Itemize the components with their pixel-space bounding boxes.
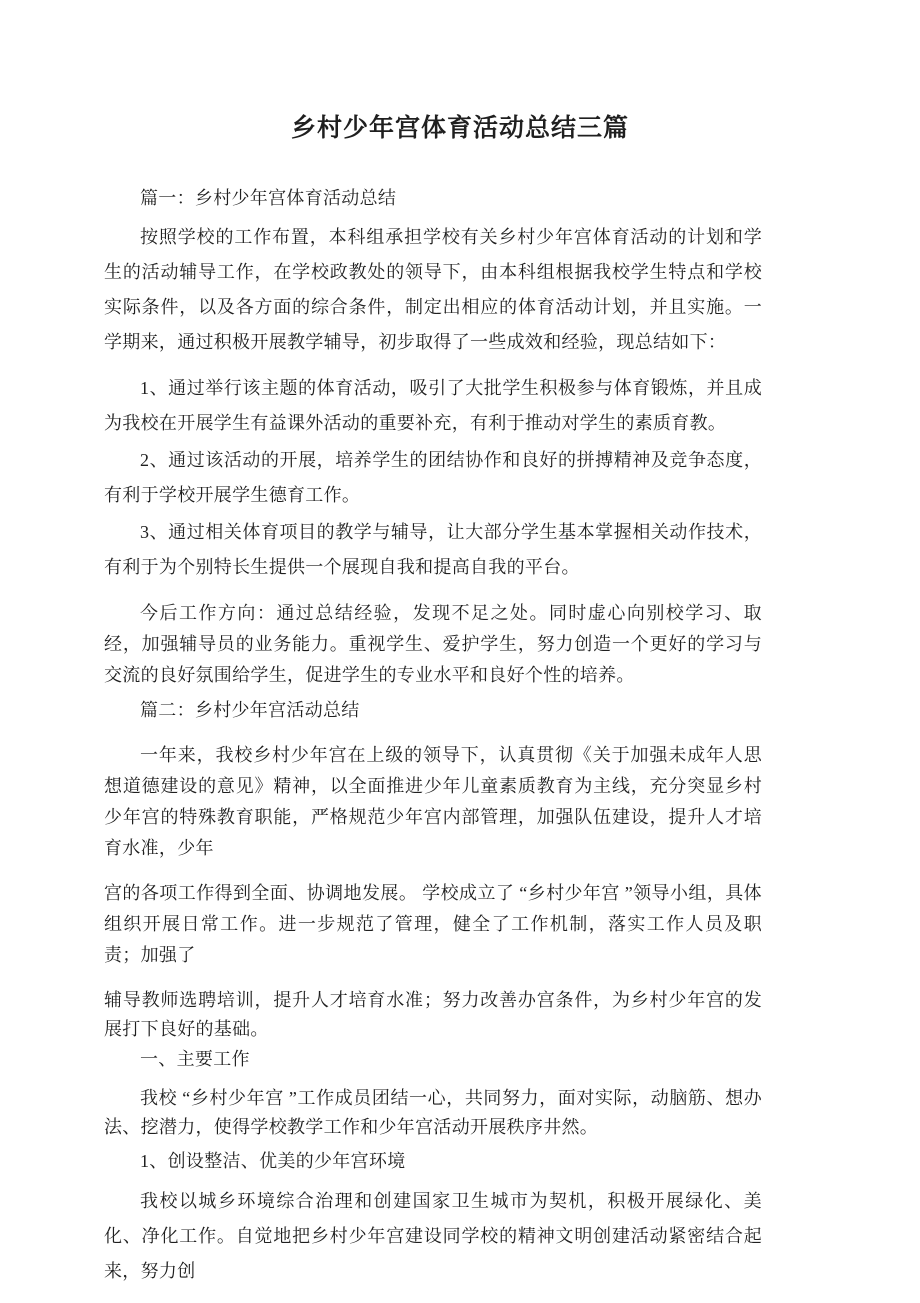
paragraph-point-1: 1、通过举行该主题的体育活动，吸引了大批学生积极参与体育锻炼，并且成为我校在开展学生有益课外活动的重要补充，有利于推动对学生的素质育教。 [104,378,762,433]
paragraph-future-direction: 今后工作方向：通过总结经验，发现不足之处。同时虚心向别校学习、取经，加强辅导员的业务能力。重视学生、爱护学生，努力创造一个更好的学习与交流的良好氛围给学生，促进学生的专业水平和良好个性的培养。 [104,603,762,685]
paragraph-environment-work: 我校以城乡环境综合治理和创建国家卫生城市为契机，积极开展绿化、美化、净化工作。自觉地把乡村少年宫建设同学校的精神文明创建活动紧密结合起来，努力创 [104,1191,762,1281]
paragraph-year-summary-continuation-2: 辅导教师选聘培训，提升人才培育水准；努力改善办宫条件，为乡村少年宫的发展打下良好的基础。 [104,990,762,1039]
sub-heading-environment: 1、创设整洁、优美的少年宫环境 [140,1151,406,1171]
sub-heading-main-work: 一、主要工作 [140,1049,250,1069]
paragraph-point-2: 2、通过该活动的开展，培养学生的团结协作和良好的拼搏精神及竞争态度，有利于学校开展学生德育工作。 [104,450,762,505]
paragraph-point-3: 3、通过相关体育项目的教学与辅导，让大部分学生基本掌握相关动作技术，有利于为个别特长生提供一个展现自我和提高自我的平台。 [104,522,762,577]
paragraph-year-summary: 一年来，我校乡村少年宫在上级的领导下，认真贯彻《关于加强未成年人思想道德建设的意见》精神，以全面推进少年儿童素质教育为主线，充分突显乡村少年宫的特殊教育职能，严格规范少年宫内部管理，加强队伍建设，提升人才培育水准，少年 [104,745,762,858]
paragraph-intro-part1: 按照学校的工作布置，本科组承担学校有关乡村少年宫体育活动的计划和学生的活动辅导工作，在学校政教处的领导下，由本科组根据我校学生特点和学校实际条件，以及各方面的综合条件，制定出相应的体育活动计划，并且实施。一学期来，通过积极开展教学辅导，初步取得了一些成效和经验，现总结如下： [104,227,762,352]
section-heading-part2: 篇二：乡村少年宫活动总结 [140,700,360,720]
section-heading-part1: 篇一：乡村少年宫体育活动总结 [140,188,397,208]
paragraph-year-summary-continuation-1: 宫的各项工作得到全面、协调地发展。 学校成立了 “乡村少年宫 ”领导小组，具体组织开展日常工作。进一步规范了管理，健全了工作机制，落实工作人员及职责；加强了 [104,883,762,965]
paragraph-team-unity: 我校 “乡村少年宫 ”工作成员团结一心，共同努力，面对实际，动脑筋、想办法、挖潜力，使得学校教学工作和少年宫活动开展秩序井然。 [104,1088,762,1137]
document-title: 乡村少年宫体育活动总结三篇 [290,115,629,142]
